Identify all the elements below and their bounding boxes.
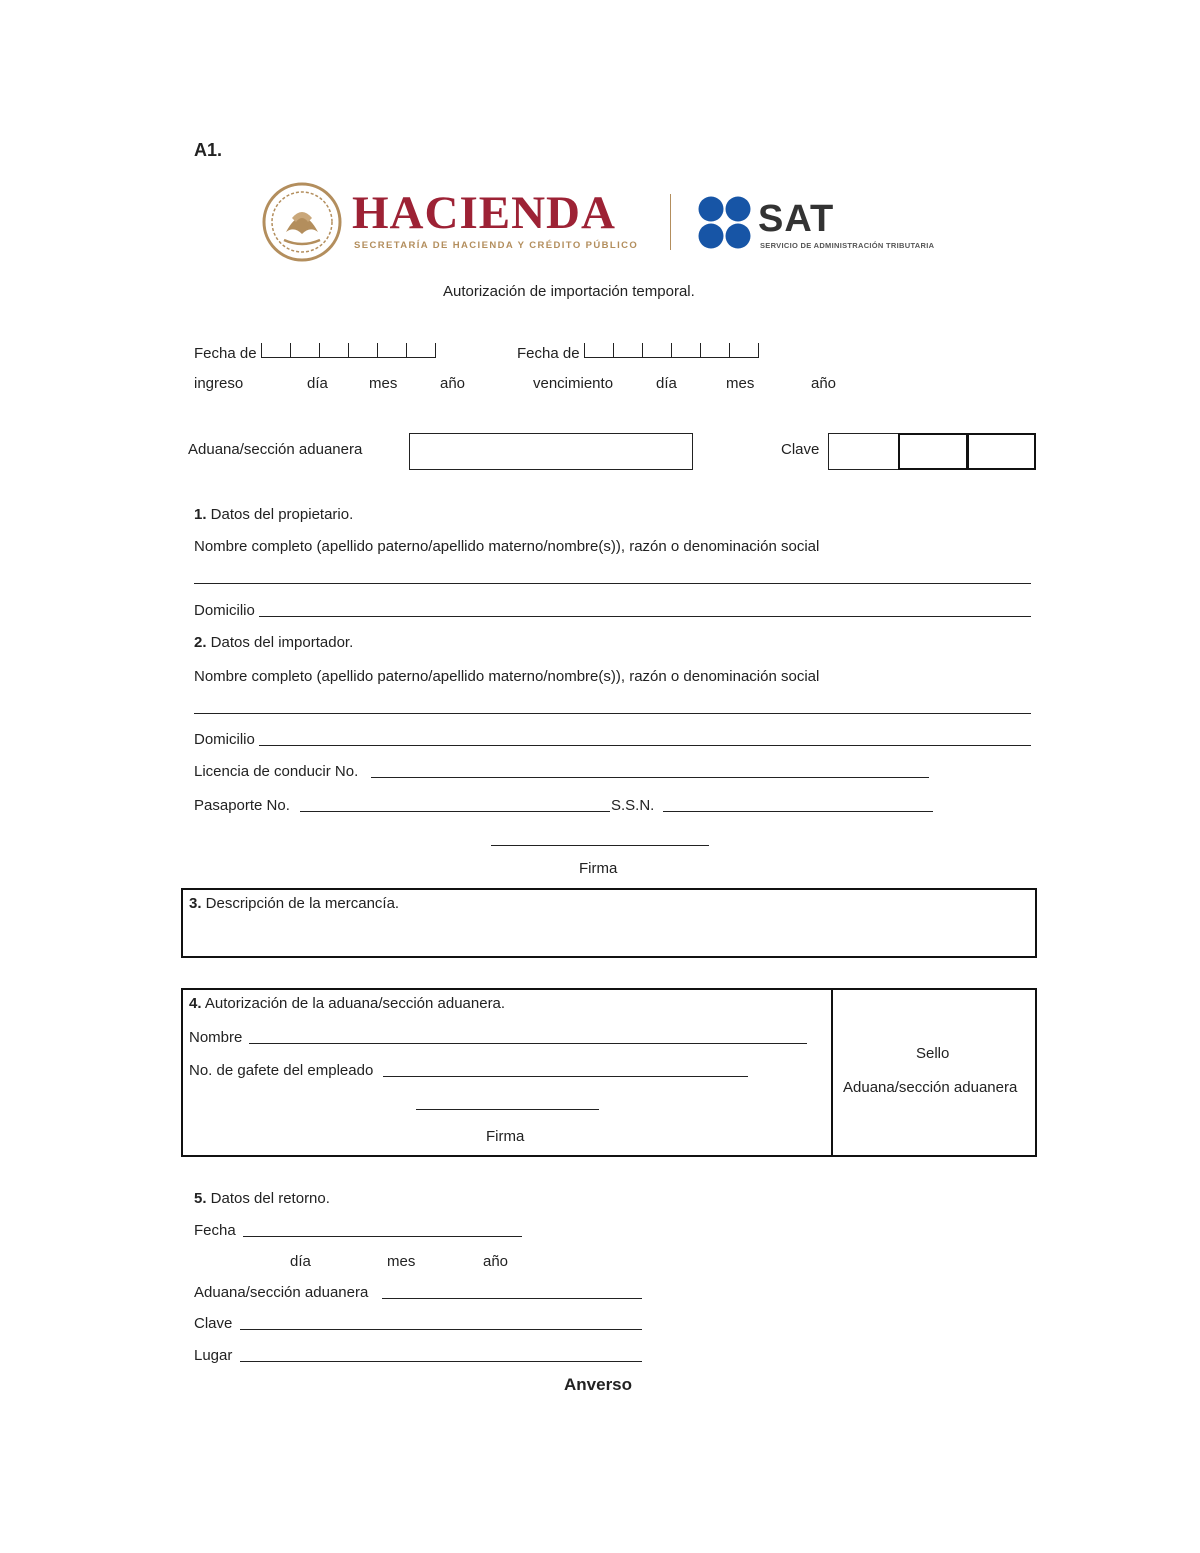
section-2-heading: [194, 634, 353, 651]
section-2-number: 2.: [194, 634, 207, 651]
return-day-label: día: [290, 1253, 311, 1270]
section-4-number: 4.: [189, 995, 202, 1012]
ssn-label: S.S.N.: [611, 797, 655, 814]
seal-label-1: Sello: [916, 1045, 950, 1062]
expiry-day-label: día: [656, 375, 677, 392]
section-1-title: Datos del propietario.: [206, 506, 354, 523]
return-place-line[interactable]: [240, 1348, 642, 1362]
hacienda-title: HACIENDA: [352, 187, 616, 239]
section-1-heading: [194, 506, 353, 523]
section-5-title: Datos del retorno.: [206, 1190, 330, 1207]
owner-name-line[interactable]: [194, 570, 1031, 584]
entry-month-label: mes: [369, 375, 398, 392]
section-1-number: 1.: [194, 506, 207, 523]
clave-input-1[interactable]: [828, 433, 899, 470]
entry-date-label-1: Fecha de: [194, 345, 257, 362]
section-3-box[interactable]: [181, 888, 1037, 958]
entry-date-boxes[interactable]: [261, 343, 436, 362]
section-4-heading: [189, 995, 505, 1012]
sat-subtitle: SERVICIO DE ADMINISTRACIÓN TRIBUTARIA: [760, 241, 935, 250]
customs-label: Aduana/sección aduanera: [188, 441, 363, 458]
badge-label: No. de gafete del empleado: [189, 1062, 374, 1079]
expiry-date-field[interactable]: [517, 343, 759, 362]
officer-name-line[interactable]: [249, 1030, 807, 1044]
expiry-date-label-1: Fecha de: [517, 345, 580, 362]
return-customs-label: Aduana/sección aduanera: [194, 1284, 369, 1301]
entry-year-label: año: [440, 375, 466, 392]
logo-divider: [670, 194, 671, 250]
ssn-line[interactable]: [663, 798, 933, 812]
section-5-heading: [194, 1190, 330, 1207]
return-customs-line[interactable]: [382, 1285, 642, 1299]
importer-signature-label: Firma: [579, 860, 618, 877]
section-3-heading: [189, 895, 399, 912]
return-year-label: año: [483, 1253, 509, 1270]
expiry-date-boxes[interactable]: [584, 343, 759, 362]
expiry-year-label: año: [811, 375, 837, 392]
license-label: Licencia de conducir No.: [194, 763, 359, 780]
entry-date-field[interactable]: [194, 343, 436, 362]
return-date-label: Fecha: [194, 1222, 236, 1239]
importer-name-label: Nombre completo (apellido paterno/apellido materno/nombre(s)), razón o denominación social: [194, 668, 820, 685]
return-clave-label: Clave: [194, 1315, 233, 1332]
officer-signature-line[interactable]: [416, 1096, 599, 1110]
section-3-number: 3.: [189, 895, 202, 912]
importer-address-label: Domicilio: [194, 731, 255, 748]
hacienda-subtitle: SECRETARÍA DE HACIENDA Y CRÉDITO PÚBLICO: [354, 240, 639, 251]
seal-label-2: Aduana/sección aduanera: [843, 1079, 1018, 1096]
passport-line[interactable]: [300, 798, 610, 812]
return-month-label: mes: [387, 1253, 416, 1270]
officer-signature-label: Firma: [486, 1128, 525, 1145]
importer-address-line[interactable]: [259, 732, 1031, 746]
sat-logo-icon: [698, 196, 752, 250]
section-4-title: Autorización de la aduana/sección aduanera.: [201, 995, 506, 1012]
entry-day-label: día: [307, 375, 328, 392]
section-5-number: 5.: [194, 1190, 207, 1207]
importer-name-line[interactable]: [194, 700, 1031, 714]
customs-input[interactable]: [409, 433, 693, 470]
footer-side-label: Anverso: [564, 1375, 633, 1394]
badge-line[interactable]: [383, 1063, 748, 1077]
owner-name-label: Nombre completo (apellido paterno/apellido materno/nombre(s)), razón o denominación social: [194, 538, 820, 555]
seal-divider: [831, 990, 833, 1156]
return-clave-line[interactable]: [240, 1316, 642, 1330]
license-line[interactable]: [371, 764, 929, 778]
expiry-date-label-2: vencimiento: [533, 375, 614, 392]
expiry-month-label: mes: [726, 375, 755, 392]
return-date-line[interactable]: [243, 1223, 522, 1237]
mexico-coat-of-arms-icon: [262, 182, 342, 262]
section-2-title: Datos del importador.: [206, 634, 354, 651]
officer-name-label: Nombre: [189, 1029, 243, 1046]
passport-label: Pasaporte No.: [194, 797, 290, 814]
sat-title: SAT: [758, 198, 835, 240]
importer-signature-line[interactable]: [491, 832, 709, 846]
return-place-label: Lugar: [194, 1347, 233, 1364]
section-3-title: Descripción de la mercancía.: [201, 895, 400, 912]
section-4-box: [181, 988, 1037, 1157]
owner-address-line[interactable]: [259, 603, 1031, 617]
owner-address-label: Domicilio: [194, 602, 255, 619]
entry-date-label-2: ingreso: [194, 375, 244, 392]
form-title: Autorización de importación temporal.: [443, 283, 695, 300]
clave-input-2[interactable]: [898, 433, 968, 470]
clave-label: Clave: [781, 441, 820, 458]
clave-input-3[interactable]: [967, 433, 1036, 470]
form-code: A1.: [194, 140, 223, 160]
